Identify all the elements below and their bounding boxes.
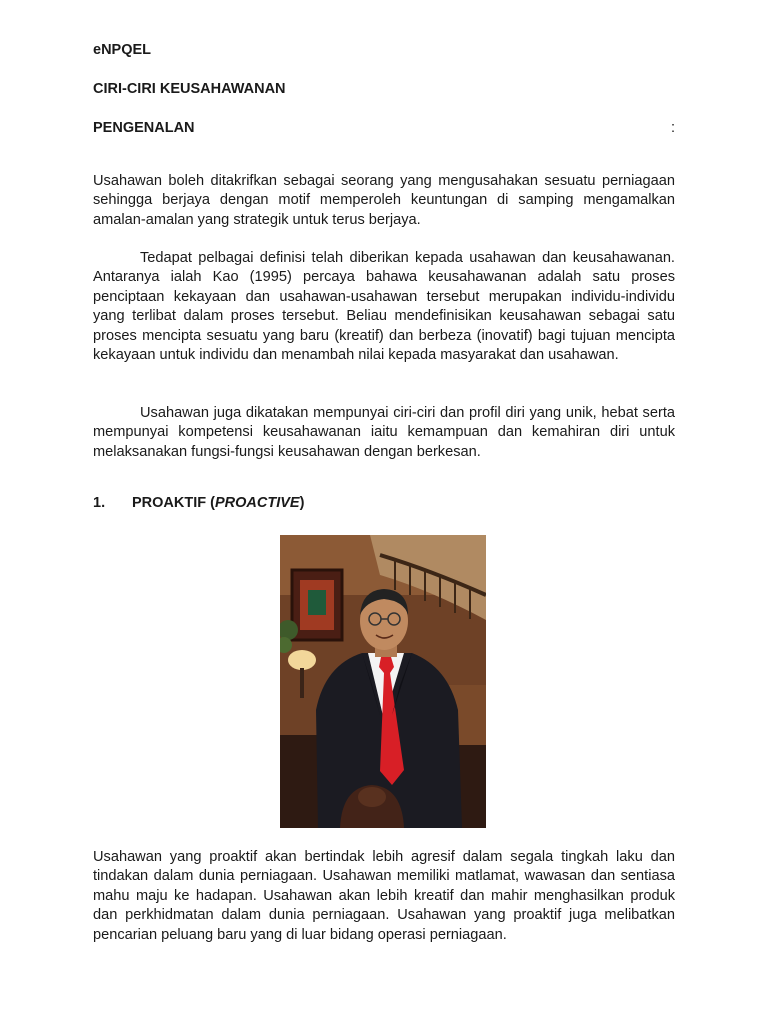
paragraph-1: Usahawan boleh ditakrifkan sebagai seorang yang mengusahakan sesuatu perniagaan sehingga berjaya dengan motif memperoleh keuntungan di samping mengamalkan amalan-amalan yang strategik untuk terus berjaya. xyxy=(93,173,675,228)
subsection-title: PROAKTIF ( xyxy=(132,495,215,511)
section-label: PENGENALAN xyxy=(93,120,195,136)
subsection-title-close: ) xyxy=(299,495,305,511)
subsection-number: 1. xyxy=(93,495,106,511)
businessman-photo xyxy=(280,535,486,828)
document-title: CIRI-CIRI KEUSAHAWANAN xyxy=(93,81,286,97)
section-colon: : xyxy=(670,120,675,136)
paragraph-4: Usahawan yang proaktif akan bertindak lebih agresif dalam segala tingkah laku dan tindakan dalam dunia perniagaan. Usahawan memiliki matlamat, wawasan dan sentiasa mahu maju ke hadapan. Usahawan akan lebih kreatif dan mahir menghasilkan produk dan perkhidmatan dalam dunia perniagaan. Usahawan yang proaktif juga melibatkan pencarian peluang baru yang di luar bidang operasi perniagaan. xyxy=(93,849,675,943)
subsection-heading xyxy=(93,495,304,511)
section-heading xyxy=(93,120,675,137)
paragraph-2: Tedapat pelbagai definisi telah diberikan kepada usahawan dan keusahawanan. Antaranya ialah Kao (1995) percaya bahawa keusahawanan adalah satu proses penciptaan kekayaan dan usahawan-usahawan tersebut merupakan individu-individu yang terlibat dalam proses tersebut. Beliau mendefinisikan keusahawan sebagai satu proses mencipta sesuatu yang baru (kreatif) dan berbeza (inovatif) bagi tujuan mencipta kekayaan untuk individu dan menambah nilai kepada masyarakat dan usahawan. xyxy=(93,250,675,364)
document-header: eNPQEL xyxy=(93,42,152,58)
businessman-photo-illustration xyxy=(280,535,486,828)
paragraph-3: Usahawan juga dikatakan mempunyai ciri-ciri dan profil diri yang unik, hebat serta mempunyai kompetensi keusahawanan iaitu kemampuan dan kemahiran diri untuk melaksanakan fungsi-fungsi keusahawan dengan berkesan. xyxy=(93,405,675,460)
subsection-title-italic: PROACTIVE xyxy=(214,495,300,511)
